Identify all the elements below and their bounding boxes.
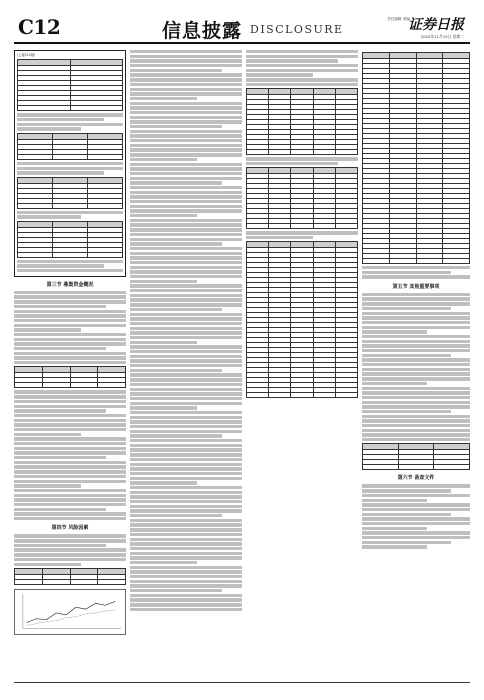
body-text <box>14 534 126 566</box>
section-heading: 第六节 备查文件 <box>397 475 435 482</box>
column-1 <box>14 50 126 678</box>
info-table <box>17 177 123 209</box>
chart-drawing <box>15 590 125 634</box>
body-text <box>246 50 358 86</box>
text-block <box>17 162 123 175</box>
info-table <box>17 133 123 160</box>
data-table <box>14 568 126 585</box>
body-text <box>130 50 242 611</box>
body-text <box>362 293 470 442</box>
page-number: C12 <box>18 15 61 39</box>
info-table <box>17 221 123 258</box>
info-table <box>17 59 123 111</box>
text-block <box>17 260 123 273</box>
body-text <box>362 484 470 548</box>
body-text <box>14 291 126 365</box>
editor-credit: 责任编辑 美编 <box>387 17 410 21</box>
page-footer <box>14 682 470 692</box>
column-3 <box>246 50 358 678</box>
notice-box <box>14 50 126 277</box>
data-table <box>246 167 358 229</box>
body-text <box>246 231 358 239</box>
data-table <box>14 366 126 388</box>
body-text <box>14 390 126 520</box>
column-4 <box>362 50 470 678</box>
section-heading: 第五节 其他重要事项 <box>392 283 440 290</box>
line-chart-figure <box>14 589 126 635</box>
section-heading: 第三节 募集资金概况 <box>46 281 94 288</box>
column-2 <box>130 50 242 678</box>
data-table <box>362 52 470 264</box>
data-table <box>246 88 358 155</box>
section-heading: 第四节 风险因素 <box>51 525 89 532</box>
body-text <box>246 157 358 165</box>
section-title-en: DISCLOSURE <box>250 23 344 36</box>
masthead <box>14 12 470 44</box>
text-block <box>17 211 123 219</box>
newspaper-logo: 证券日报 <box>408 17 464 33</box>
section-title: 信息披露 <box>162 20 243 42</box>
continued-note: (上接C11版) <box>17 53 36 57</box>
issue-date: 2020年11月10日 星期二 <box>420 34 464 39</box>
data-table <box>362 443 470 470</box>
data-table <box>246 241 358 398</box>
text-block <box>17 113 123 130</box>
body-text <box>362 266 470 279</box>
